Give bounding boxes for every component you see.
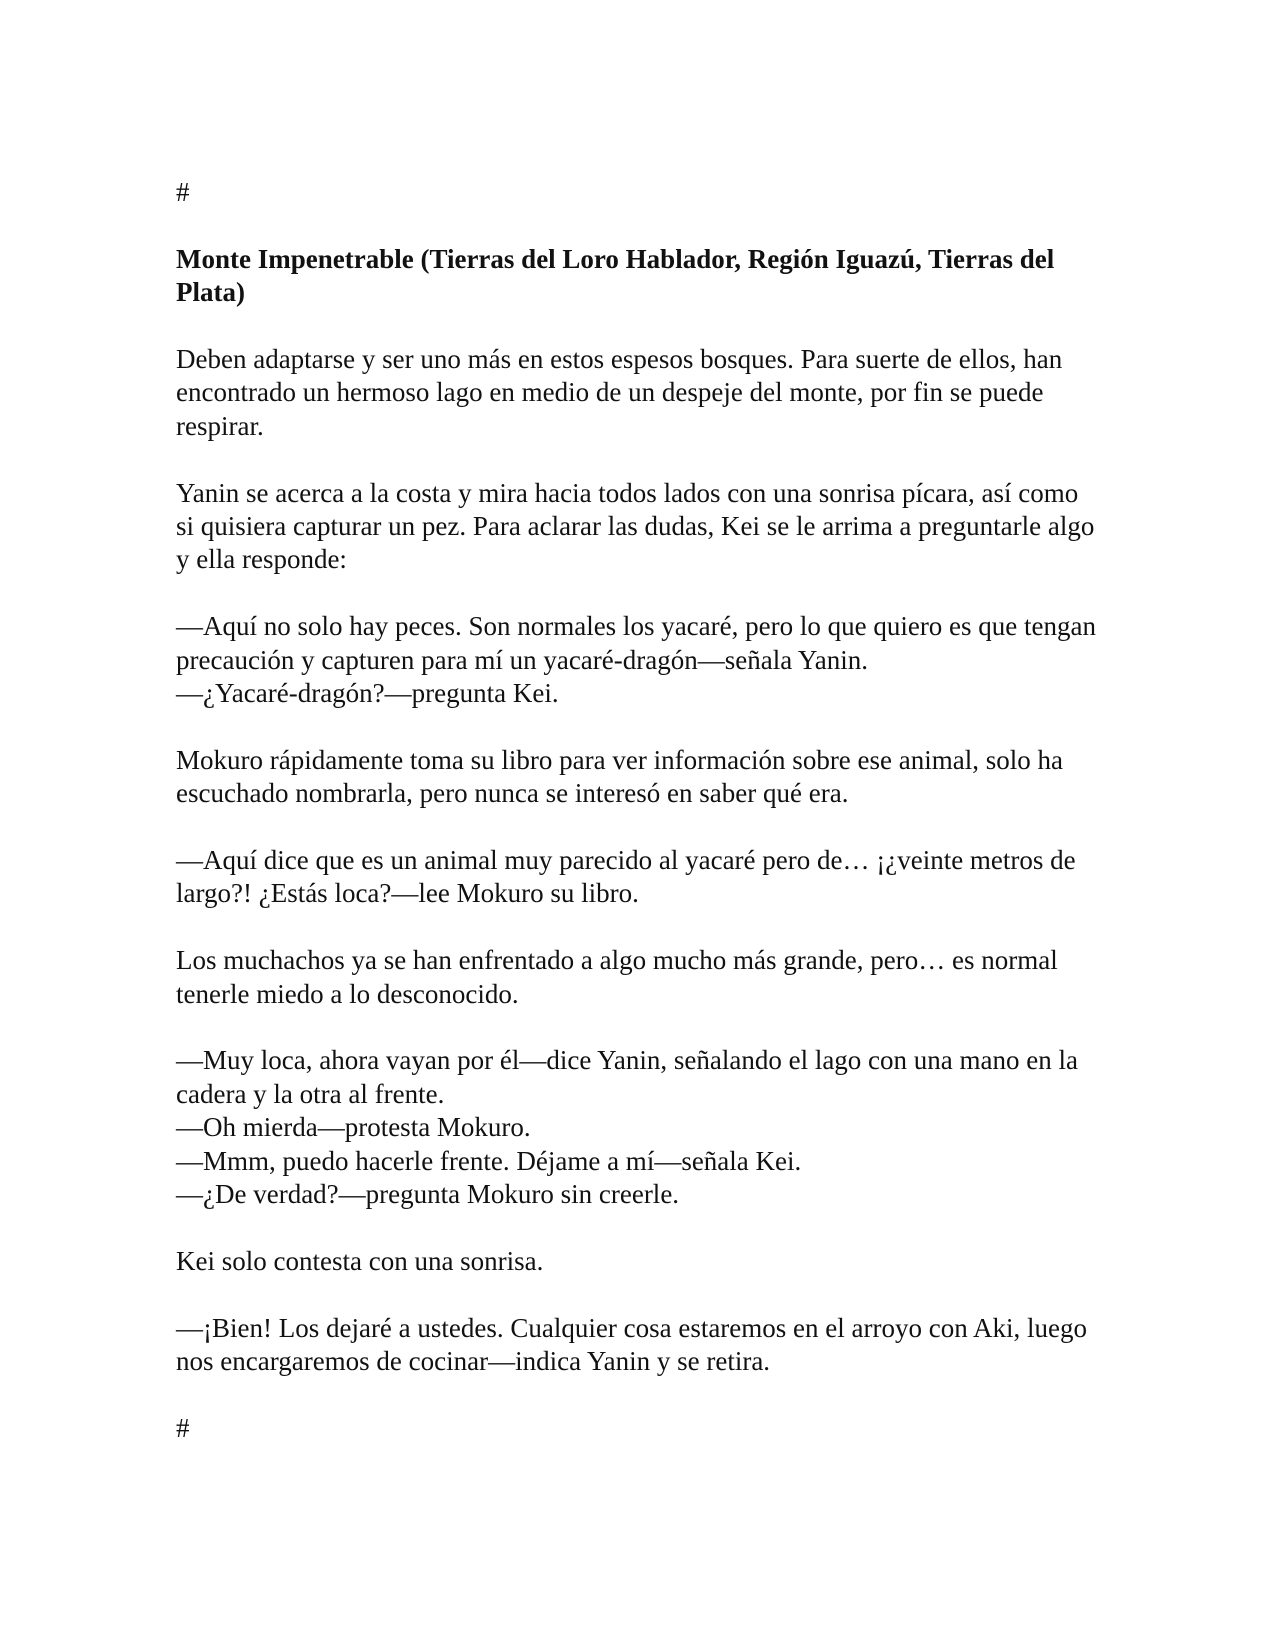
dialogue-line: —¿De verdad?—pregunta Mokuro sin creerle.	[176, 1179, 680, 1210]
spacer	[176, 911, 1096, 944]
paragraph: Mokuro rápidamente toma su libro para ver información sobre ese animal, solo ha escuchado nombrarla, pero nunca se interesó en saber qué era.	[176, 744, 1063, 809]
dialogue-line: —Mmm, puedo hacerle frente. Déjame a mí—señala Kei.	[176, 1145, 802, 1176]
paragraph: Deben adaptarse y ser uno más en estos espesos bosques. Para suerte de ellos, han encontrado un hermoso lago en medio de un despeje del monte, por fin se puede respirar.	[176, 344, 1063, 441]
dialogue-line: —¿Yacaré-dragón?—pregunta Kei.	[176, 678, 559, 709]
dialogue-line: —Aquí no solo hay peces. Son normales los yacaré, pero lo que quiero es que tengan precaución y capturen para mí un yacaré-dragón—señala Yanin.	[176, 611, 1097, 675]
spacer	[176, 577, 1096, 610]
document-body	[176, 176, 1096, 1445]
spacer	[176, 209, 1096, 242]
dialogue-line: —Oh mierda—protesta Mokuro.	[176, 1112, 531, 1143]
spacer	[176, 1211, 1096, 1244]
section-heading: Monte Impenetrable (Tierras del Loro Hablador, Región Iguazú, Tierras del Plata)	[176, 243, 1055, 308]
spacer	[176, 443, 1096, 476]
section-separator-bottom: #	[176, 1412, 190, 1443]
spacer	[176, 1278, 1096, 1311]
spacer	[176, 710, 1096, 743]
dialogue-line: —Muy loca, ahora vayan por él—dice Yanin, señalando el lago con una mano en la cadera y la otra al frente.	[176, 1045, 1078, 1109]
paragraph: Los muchachos ya se han enfrentado a algo mucho más grande, pero… es normal tenerle miedo a lo desconocido.	[176, 945, 1058, 1009]
dialogue-line: —Aquí dice que es un animal muy parecido al yacaré pero de… ¡¿veinte metros de largo?! ¿Estás loca?—lee Mokuro su libro.	[176, 845, 1076, 909]
paragraph: Kei solo contesta con una sonrisa.	[176, 1245, 544, 1276]
spacer	[176, 1011, 1096, 1044]
spacer	[176, 1378, 1096, 1411]
spacer	[176, 811, 1096, 844]
paragraph: Yanin se acerca a la costa y mira hacia todos lados con una sonrisa pícara, así como si quisiera capturar un pez. Para aclarar las dudas, Kei se le arrima a preguntarle algo y ella responde:	[176, 477, 1095, 575]
spacer	[176, 310, 1096, 343]
dialogue-line: —¡Bien! Los dejaré a ustedes. Cualquier cosa estaremos en el arroyo con Aki, luego nos encargaremos de cocinar—indica Yanin y se retira.	[176, 1312, 1087, 1377]
section-separator-top: #	[176, 177, 190, 207]
